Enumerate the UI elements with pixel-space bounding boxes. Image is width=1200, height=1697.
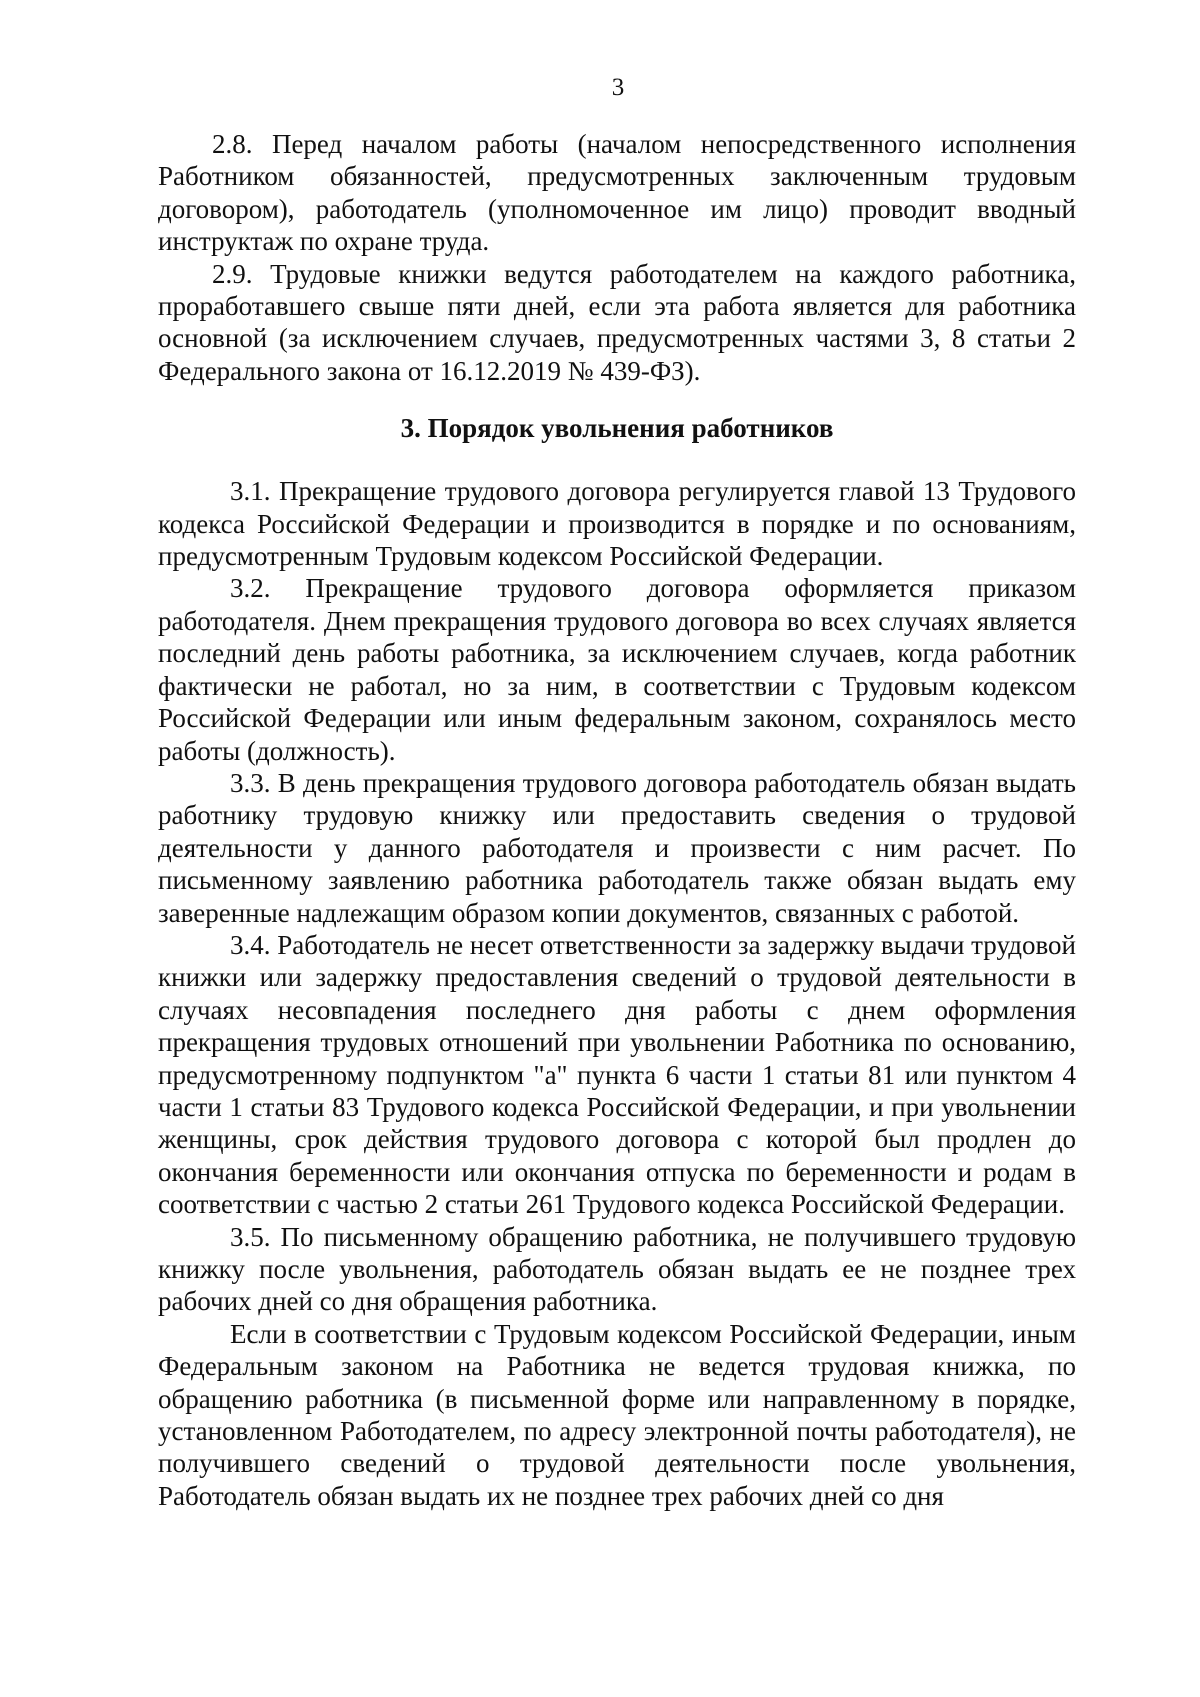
paragraph-3-5: 3.5. По письменному обращению работника, не получившего трудовую книжку после увольнения, работодатель обязан выдать ее не позднее трех рабочих дней со дня обращения работника. <box>158 1221 1076 1317</box>
section-3-title: 3. Порядок увольнения работников <box>400 413 834 444</box>
document-body <box>158 128 1076 1512</box>
paragraph-2-9: 2.9. Трудовые книжки ведутся работодателем на каждого работника, проработавшего свыше пяти дней, если эта работа является для работника основной (за исключением случаев, предусмотренных частями 3, 8 статьи 2 Федерального закона от 16.12.2019 № 439-ФЗ). <box>158 258 1076 386</box>
paragraph-3-3: 3.3. В день прекращения трудового договора работодатель обязан выдать работнику трудовую книжку или предоставить сведения о трудовой деятельности у данного работодателя и произвести с ним расчет. По письменному заявлению работника работодатель также обязан выдать ему заверенные надлежащим образом копии документов, связанных с работой. <box>158 767 1076 928</box>
page-number: 3 <box>611 74 625 101</box>
paragraph-3-2: 3.2. Прекращение трудового договора оформляется приказом работодателя. Днем прекращения трудового договора во всех случаях является последний день работы работника, за исключением случаев, когда работник фактически не работал, но за ним, в соответствии с Трудовым кодексом Российской Федерации или иным федеральным законом, сохранялось место работы (должность). <box>158 573 1076 766</box>
paragraph-3-4: 3.4. Работодатель не несет ответственности за задержку выдачи трудовой книжки или задержку предоставления сведений о трудовой деятельности в случаях несовпадения последнего дня работы с днем оформления прекращения трудовых отношений при увольнении Работника по основанию, предусмотренному подпунктом "а" пункта 6 части 1 статьи 81 или пунктом 4 части 1 статьи 83 Трудового кодекса Российской Федерации, и при увольнении женщины, срок действия трудового договора с которой был продлен до окончания беременности или окончания отпуска по беременности и родам в соответствии с частью 2 статьи 261 Трудового кодекса Российской Федерации. <box>158 929 1076 1220</box>
paragraph-3-1: 3.1. Прекращение трудового договора регулируется главой 13 Трудового кодекса Российской Федерации и производится в порядке и по основаниям, предусмотренным Трудовым кодексом Российской Федерации. <box>158 476 1076 572</box>
paragraph-2-8: 2.8. Перед началом работы (началом непосредственного исполнения Работником обязанностей, предусмотренных заключенным трудовым договором), работодатель (уполномоченное им лицо) проводит вводный инструктаж по охране труда. <box>158 129 1076 257</box>
paragraph-3-5-continued: Если в соответствии с Трудовым кодексом Российской Федерации, иным Федеральным законом на Работника не ведется трудовая книжка, по обращению работника (в письменной форме или направленному в порядке, установленном Работодателем, по адресу электронной почты работодателя), не получившего сведений о трудовой деятельности после увольнения, Работодатель обязан выдать их не позднее трех рабочих дней со дня <box>158 1318 1076 1511</box>
